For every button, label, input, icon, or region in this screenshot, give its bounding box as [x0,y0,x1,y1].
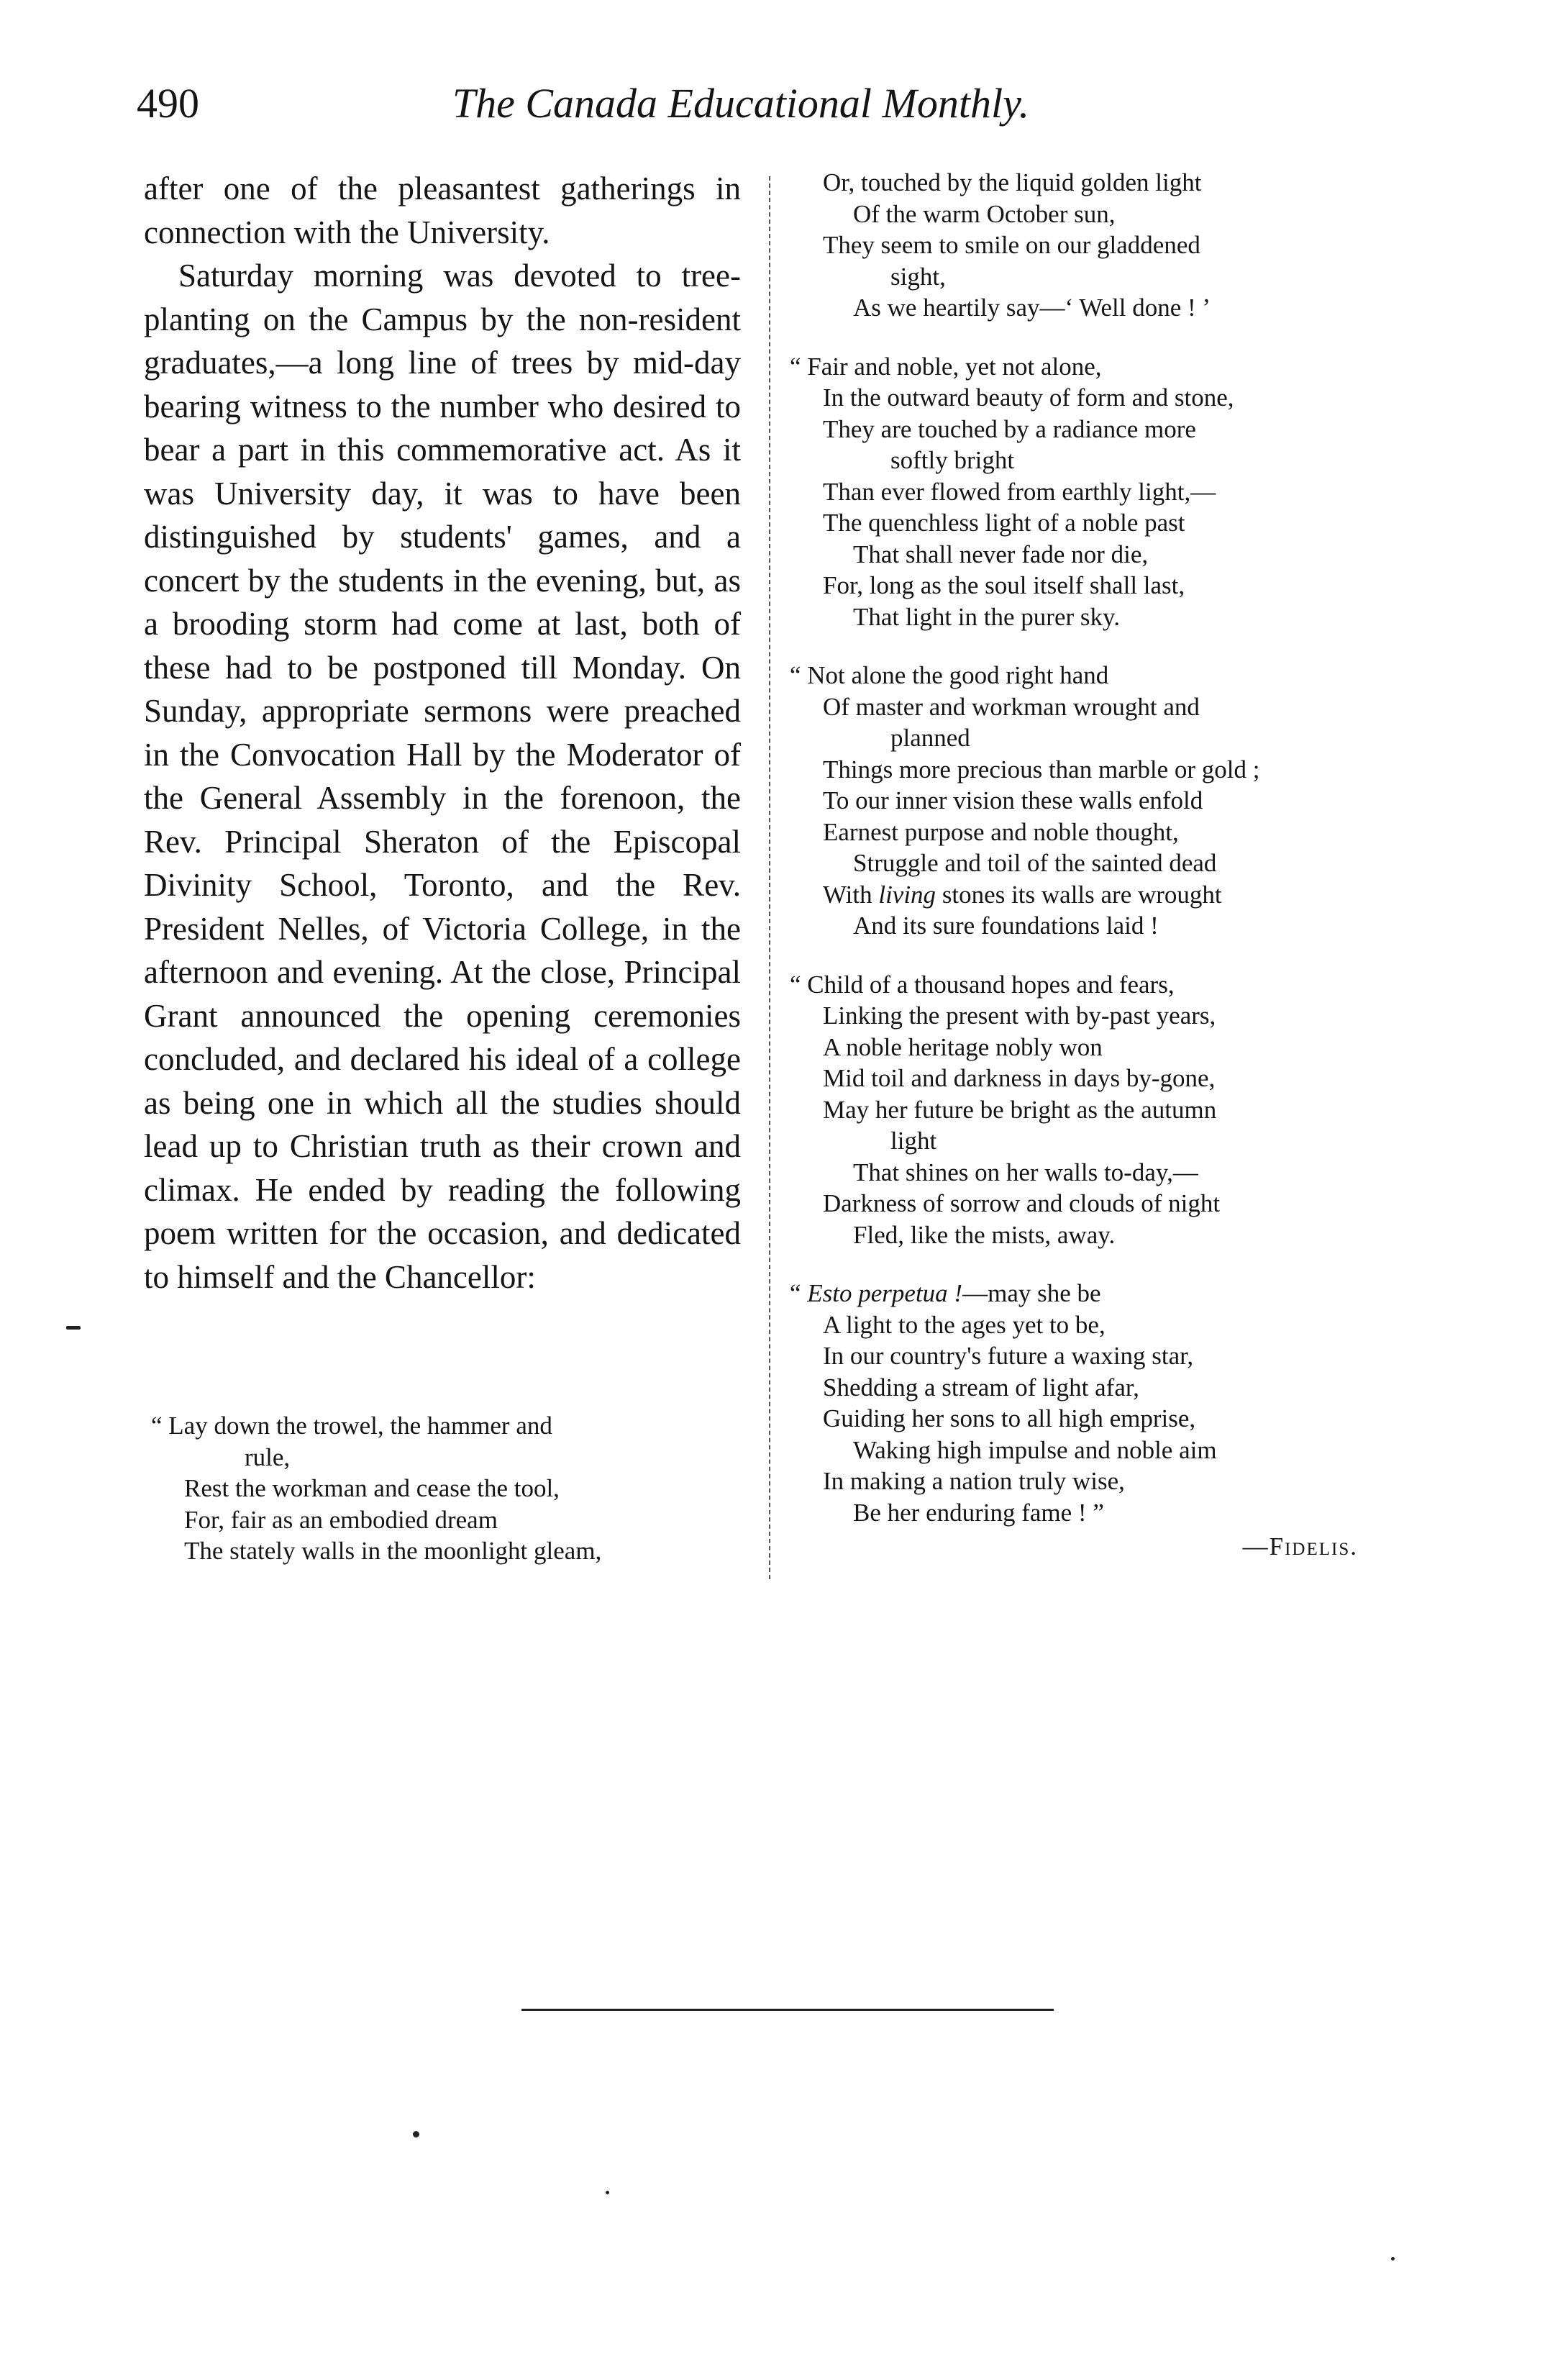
poem-stanza-5 [790,1278,1365,1563]
poem-line: Of master and workman wrought and [823,692,1200,721]
poem-line: Rest the workman and cease the tool, [184,1474,560,1502]
poem-line: Of the warm October sun, [853,199,1116,228]
paragraph-saturday: Saturday morning was devoted to tree-planting on the Campus by the non-resident graduates,—a long line of trees by mid-day bearing witness to the number who desired to bear a part in this commemorative act. As it was University day, it was to have been distinguished by students' games, and a concert by the students in the evening, but, as a brooding storm had come at last, both of these had to be postponed till Monday. On Sunday, appropriate sermons were preached in the Convocation Hall by the Moderator of the General Assembly in the forenoon, the Rev. Principal Sheraton of the Episcopal Divinity School, Toronto, and the Rev. President Nelles, of Victoria College, in the afternoon and evening. At the close, Principal Grant announced the opening ceremonies concluded, and declared his ideal of a college as being one in which all the studies should lead up to Christian truth as their crown and climax. He ended by reading the following poem written for the occasion, and dedicated to himself and the Chancellor: [144,258,741,1295]
poem-line: planned [890,724,970,752]
italic-word: living [878,880,936,909]
poem-line [790,879,1365,911]
poem-stanza-2 [790,351,1365,633]
paragraph-continuation: after one of the pleasantest gatherings in connection with the University. [144,171,741,250]
poem-line: As we heartily say—‘ Well done ! ’ [853,294,1211,322]
poem-line: Guiding her sons to all high emprise, [823,1404,1196,1432]
poem-line: Earnest purpose and noble thought, [823,817,1179,846]
poem-line: A light to the ages yet to be, [823,1310,1106,1339]
poem-line: “ Not alone the good right hand [790,661,1109,689]
poem-line: May her future be bright as the autumn [823,1095,1217,1124]
poem-line: That shines on her walls to-day,— [853,1158,1198,1186]
poem-line: Mid toil and darkness in days by-gone, [823,1064,1216,1092]
poem-line: The quenchless light of a noble past [823,509,1185,537]
poem-signature: —Fidelis. [1242,1532,1358,1560]
print-speck [66,1326,81,1330]
poem-line: Darkness of sorrow and clouds of night [823,1189,1221,1217]
italic-phrase: Esto perpetua ! [807,1279,963,1307]
poem-line: In our country's future a waxing star, [823,1342,1194,1370]
poem-line: And its sure foundations laid ! [853,912,1159,940]
poem-stanza-4 [790,969,1365,1251]
left-column [144,167,741,1299]
poem-line [790,1278,1365,1309]
poem-text: “ [790,1279,801,1307]
page-header [137,79,1403,144]
running-title: The Canada Educational Monthly. [452,80,1030,127]
poem-line: The stately walls in the moonlight gleam, [184,1537,602,1565]
poem-line: sight, [890,262,946,291]
poem-line: That light in the purer sky. [853,602,1120,631]
poem-line: Things more precious than marble or gold ; [823,755,1260,783]
page-number: 490 [137,80,199,127]
print-speck [1391,2257,1395,2261]
poem-line: For, fair as an embodied dream [184,1505,498,1534]
poem-line: In making a nation truly wise, [823,1467,1125,1495]
poem-line: Linking the present with by-past years, [823,1001,1216,1030]
poem-line: light [890,1127,937,1155]
poem-line: “ Fair and noble, yet not alone, [790,352,1102,381]
poem-line: Fled, like the mists, away. [853,1220,1116,1249]
poem-line: softly bright [890,446,1015,474]
poem-line: “ Lay down the trowel, the hammer and [151,1412,552,1440]
article-end-rule [521,2009,1054,2011]
poem-stanza-3 [790,660,1365,942]
print-speck [413,2131,419,2137]
poem-text: —may she be [962,1279,1101,1307]
poem-stanza-1-end [790,167,1365,324]
poem-line: That shall never fade nor die, [853,540,1149,568]
poem-line: Than ever flowed from earthly light,— [823,477,1216,506]
poem-line: Waking high impulse and noble aim [853,1435,1217,1464]
column-divider [769,176,770,1579]
poem-line: They are touched by a radiance more [823,414,1196,443]
poem-line: Shedding a stream of light afar, [823,1373,1139,1401]
poem-line: Or, touched by the liquid golden light [823,168,1202,196]
poem-text: With [823,880,872,909]
poem-line: “ Child of a thousand hopes and fears, [790,970,1175,999]
poem-line: Be her enduring fame ! ” [853,1498,1104,1527]
poem-line: In the outward beauty of form and stone, [823,383,1234,412]
poem-text: stones its walls are wrought [942,880,1222,909]
print-speck [606,2191,609,2194]
poem-line: rule, [245,1443,291,1471]
poem-line: To our inner vision these walls enfold [823,786,1203,814]
right-column [790,167,1365,1590]
poem-line: For, long as the soul itself shall last, [823,571,1185,599]
poem-stanza-1-start [151,1410,734,1567]
poem-line: A noble heritage nobly won [823,1032,1103,1061]
poem-line: They seem to smile on our gladdened [823,231,1200,259]
poem-line: Struggle and toil of the sainted dead [853,849,1217,877]
